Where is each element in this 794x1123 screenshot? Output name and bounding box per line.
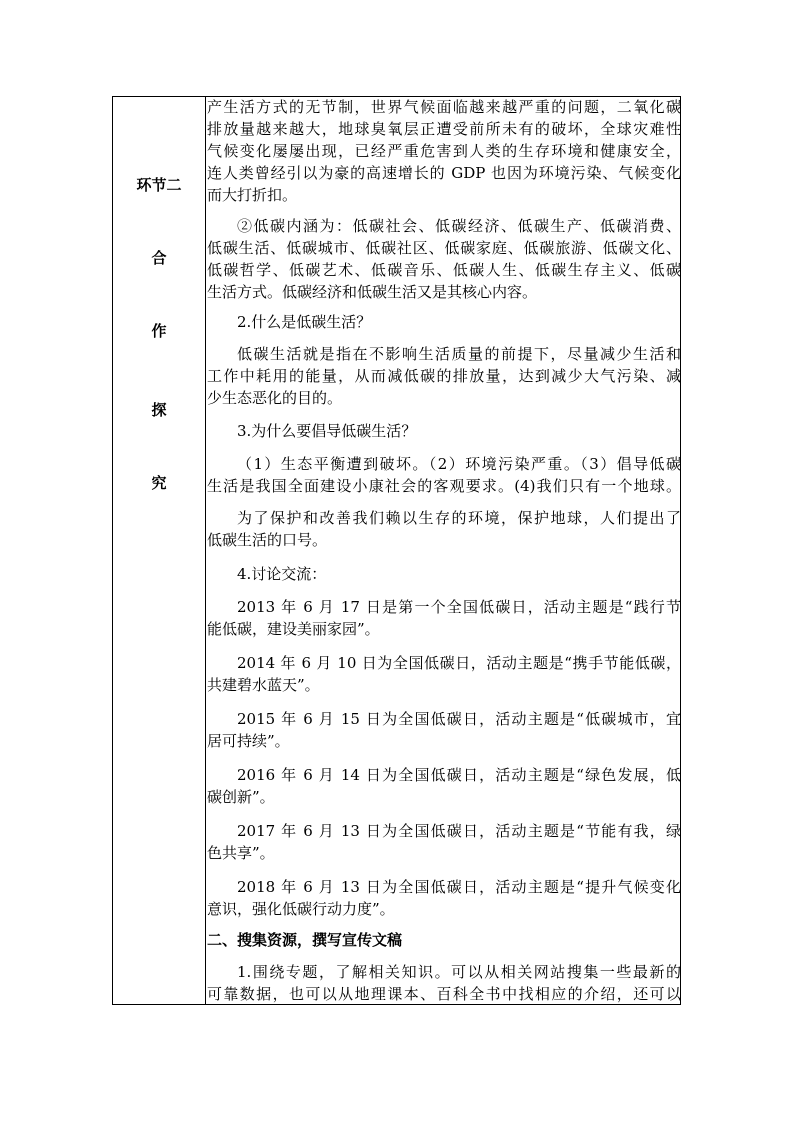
text-line: 而大打折扣。 [207, 186, 298, 204]
text-line: 1.围绕专题，了解相关知识。可以从相关网站搜集一些最新的 [237, 963, 681, 981]
text-line: 气候变化屡屡出现，已经严重危害到人类的生存环境和健康安全， [207, 142, 681, 160]
text-line: 2016 年 6 月 14 日为全国低碳日，活动主题是“绿色发展，低 [237, 766, 681, 784]
section-2-heading: 二、搜集资源，撰写宣传文稿 [207, 931, 403, 949]
text-line: 产生活方式的无节制，世界气候面临越来越严重的问题，二氧化碳 [207, 98, 681, 116]
text-line: 少生态恶化的目的。 [207, 389, 343, 407]
stage-title: 环节二 [136, 176, 182, 194]
text-line: 2017 年 6 月 13 日为全国低碳日，活动主题是“节能有我，绿 [237, 822, 681, 840]
text-line: 共建碧水蓝天”。 [207, 676, 320, 694]
text-line: 低碳生活就是指在不影响生活质量的前提下，尽量减少生活和 [237, 345, 681, 363]
text-line: 2013 年 6 月 17 日是第一个全国低碳日，活动主题是“践行节 [237, 598, 681, 616]
content-layer [112, 96, 681, 1005]
stage-char-3: 探 [151, 401, 167, 419]
text-line: 低碳哲学、低碳艺术、低碳音乐、低碳人生、低碳生存主义、低碳 [207, 261, 681, 279]
text-line: 2018 年 6 月 13 日为全国低碳日，活动主题是“提升气候变化 [237, 878, 681, 896]
text-line: 排放量越来越大，地球臭氧层正遭受前所未有的破坏，全球灾难性 [207, 120, 681, 138]
text-line: 2014 年 6 月 10 日为全国低碳日，活动主题是“携手节能低碳， [237, 654, 681, 672]
text-line: 意识，强化低碳行动力度”。 [207, 900, 395, 918]
text-line: ②低碳内涵为：低碳社会、低碳经济、低碳生产、低碳消费、 [237, 217, 681, 235]
question-4: 4.讨论交流： [237, 565, 327, 583]
stage-char-4: 究 [151, 474, 167, 492]
text-line: 居可持续”。 [207, 732, 290, 750]
text-line: 连人类曾经引以为豪的高速增长的 GDP 也因为环境污染、气候变化 [207, 164, 681, 182]
text-line: 可靠数据，也可以从地理课本、百科全书中找相应的介绍，还可以 [207, 985, 681, 1003]
question-3: 3.为什么要倡导低碳生活？ [237, 422, 417, 440]
text-line: 色共享”。 [207, 844, 275, 862]
text-line: 碳创新”。 [207, 788, 275, 806]
text-line: 为了保护和改善我们赖以生存的环境，保护地球，人们提出了 [237, 509, 681, 527]
text-line: 低碳生活的口号。 [207, 531, 328, 549]
text-line: 生活方式。低碳经济和低碳生活又是其核心内容。 [207, 283, 538, 301]
text-line: 工作中耗用的能量，从而减低碳的排放量，达到减少大气污染、减 [207, 367, 681, 385]
text-line: 能低碳，建设美丽家园”。 [207, 620, 380, 638]
text-line: 低碳生活、低碳城市、低碳社区、低碳家庭、低碳旅游、低碳文化、 [207, 239, 681, 257]
text-line: 生活是我国全面建设小康社会的客观要求。(4)我们只有一个地球。 [207, 477, 681, 495]
question-2: 2.什么是低碳生活？ [237, 313, 372, 331]
text-line: （1）生态平衡遭到破坏。（2）环境污染严重。（3）倡导低碳 [237, 455, 681, 473]
text-line: 2015 年 6 月 15 日为全国低碳日，活动主题是“低碳城市，宜 [237, 710, 681, 728]
stage-char-2: 作 [151, 322, 167, 340]
stage-char-1: 合 [151, 249, 167, 267]
